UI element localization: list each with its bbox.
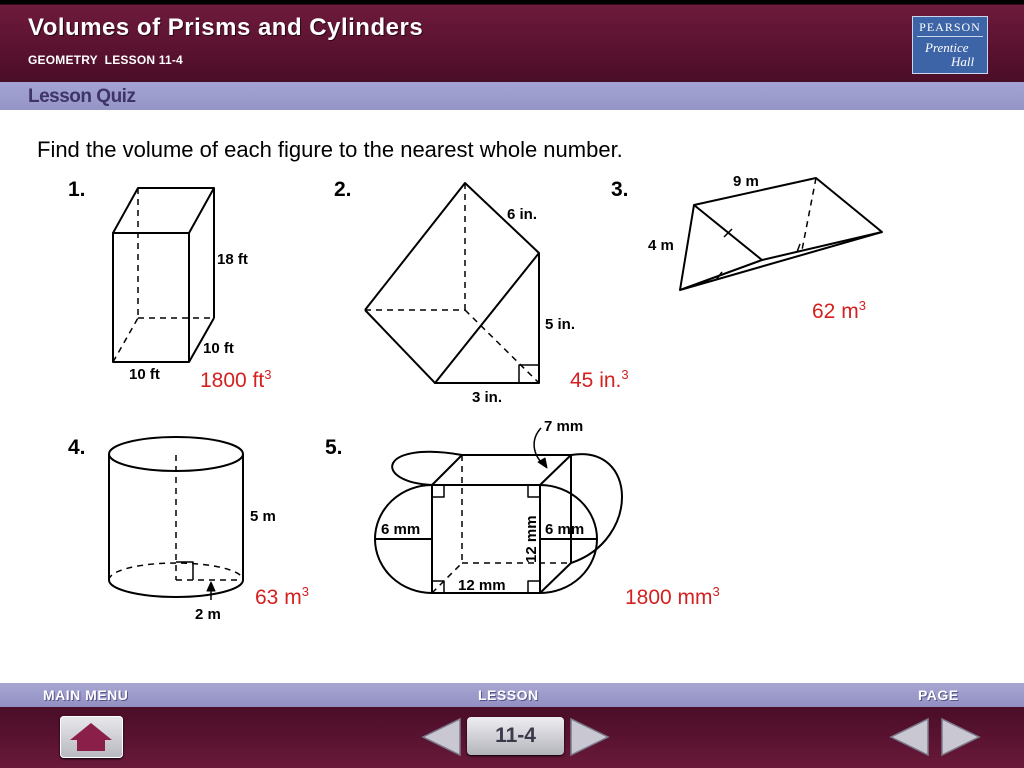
dim-6mm-right: 6 mm xyxy=(545,521,585,538)
dim-6mm-left: 6 mm xyxy=(381,521,421,538)
answer-3: 62 $m^3$ xyxy=(812,298,866,323)
problem-4-number: 4. xyxy=(68,436,86,459)
logo-text-prentice: Prentice xyxy=(925,40,969,55)
problem-5-number: 5. xyxy=(325,436,343,459)
dim-12mm-vertical: 12 mm xyxy=(523,515,540,563)
dim-7mm: 7 mm xyxy=(544,418,584,435)
answer-1: 1800 $ft^3$ xyxy=(200,367,272,392)
dim-3in: 3 in. xyxy=(472,389,503,406)
lesson-next-button[interactable] xyxy=(569,716,611,758)
page-label: PAGE xyxy=(918,687,959,703)
triangle-right-icon xyxy=(942,719,979,755)
triangle-left-icon xyxy=(423,719,460,755)
triangle-right-icon xyxy=(571,719,608,755)
answer-2: 45 in.$^3$ xyxy=(570,367,629,392)
main-menu-button[interactable] xyxy=(60,716,123,758)
section-label: Lesson Quiz xyxy=(28,86,136,107)
figure-1-rectangular-prism xyxy=(113,188,214,362)
figure-4-cylinder xyxy=(109,437,243,600)
problem-3-number: 3. xyxy=(611,178,629,201)
lesson-number-badge: 11-4 xyxy=(467,717,564,755)
dim-9m: 9 m xyxy=(733,173,759,190)
lesson-label: LESSON xyxy=(478,687,539,703)
dim-5in: 5 in. xyxy=(545,316,576,333)
dim-10ft-depth: 10 ft xyxy=(203,340,234,357)
triangle-left-icon xyxy=(891,719,928,755)
dim-10ft-width: 10 ft xyxy=(129,366,160,383)
problem-2-number: 2. xyxy=(334,178,352,201)
dim-5m: 5 m xyxy=(250,508,276,525)
figure-5-composite-solid xyxy=(375,428,622,593)
logo-text-pearson: PEARSON xyxy=(919,20,981,34)
dim-18ft: 18 ft xyxy=(217,251,248,268)
problem-1-number: 1. xyxy=(68,178,86,201)
page-previous-button[interactable] xyxy=(888,716,930,758)
navigation-label-bar xyxy=(0,683,1024,707)
logo-text-hall: Hall xyxy=(951,54,975,69)
instruction-text: Find the volume of each figure to the nearest whole number. xyxy=(37,137,623,162)
dim-2m: 2 m xyxy=(195,606,221,623)
dim-4m: 4 m xyxy=(648,237,674,254)
page-title: Volumes of Prisms and Cylinders xyxy=(28,14,424,41)
dim-12mm-horizontal: 12 mm xyxy=(458,577,506,594)
answer-5: 1800 $mm^3$ xyxy=(625,584,720,609)
page-next-button[interactable] xyxy=(940,716,982,758)
main-menu-label: MAIN MENU xyxy=(43,687,129,703)
page-subtitle: GEOMETRY LESSON 11-4 xyxy=(28,53,183,67)
dim-6in: 6 in. xyxy=(507,206,538,223)
figure-3-triangular-prism xyxy=(680,178,882,290)
home-icon xyxy=(60,716,123,758)
answer-4: 63 $m^3$ xyxy=(255,584,309,609)
lesson-previous-button[interactable] xyxy=(420,716,462,758)
